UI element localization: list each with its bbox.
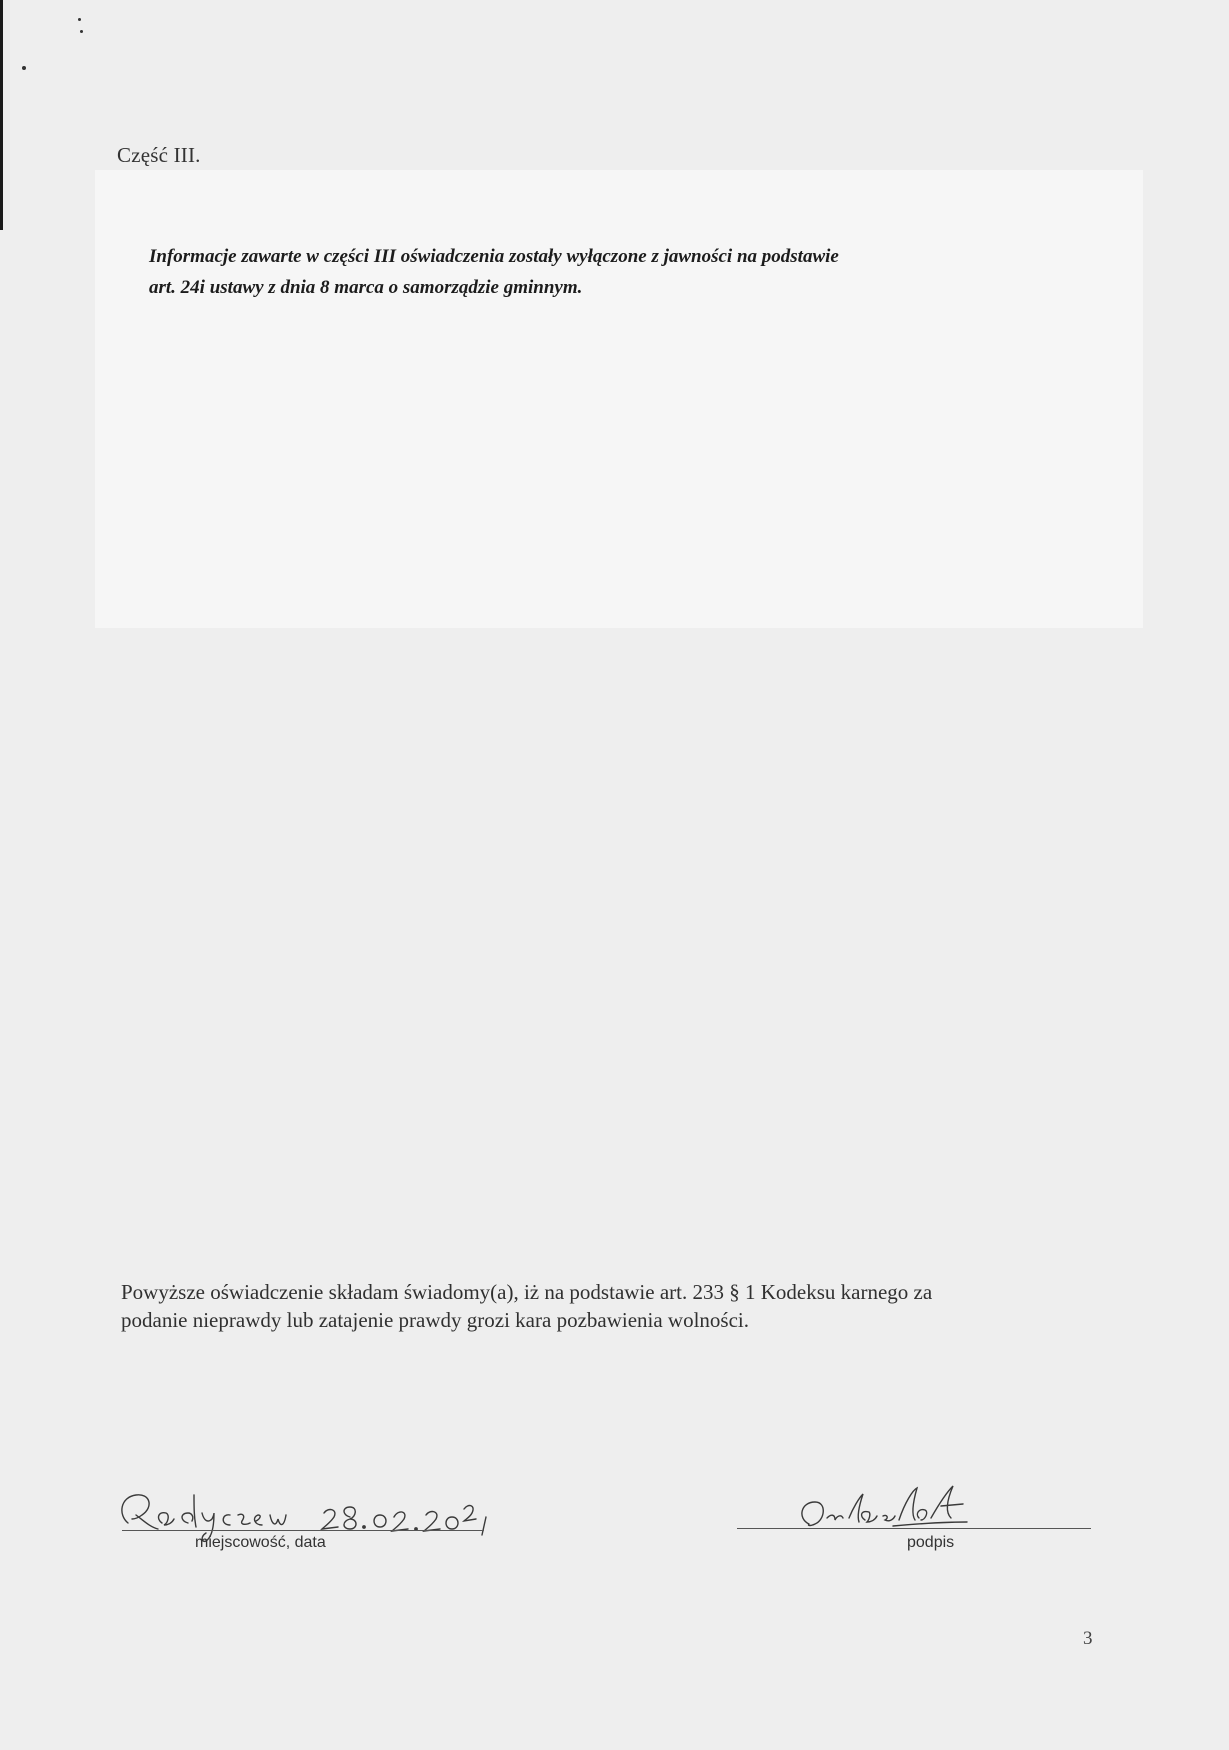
signature-line	[737, 1528, 1091, 1529]
scan-speck	[78, 18, 81, 21]
place-date-line	[122, 1530, 484, 1531]
page-number: 3	[1083, 1628, 1093, 1649]
declaration-statement	[121, 1278, 1111, 1334]
statement-line: Powyższe oświadczenie składam świadomy(a), iż na podstawie art. 233 § 1 Kodeksu karnego za	[121, 1280, 933, 1304]
scan-speck	[80, 30, 83, 33]
redaction-notice-line: Informacje zawarte w części III oświadczenia zostały wyłączone z jawności na podstawie	[149, 246, 839, 267]
scan-speck	[22, 66, 26, 70]
statement-line: podanie nieprawdy lub zatajenie prawdy grozi kara pozbawienia wolności.	[121, 1308, 750, 1332]
redacted-area	[95, 170, 1143, 628]
signature-caption: podpis	[907, 1534, 955, 1551]
scan-edge-mark	[0, 0, 3, 230]
section-title: Część III.	[117, 143, 201, 167]
redaction-notice	[149, 241, 1079, 303]
redaction-notice-line: art. 24i ustawy z dnia 8 marca o samorządzie gminnym.	[149, 277, 583, 298]
place-date-caption: miejscowość, data	[195, 1534, 326, 1551]
